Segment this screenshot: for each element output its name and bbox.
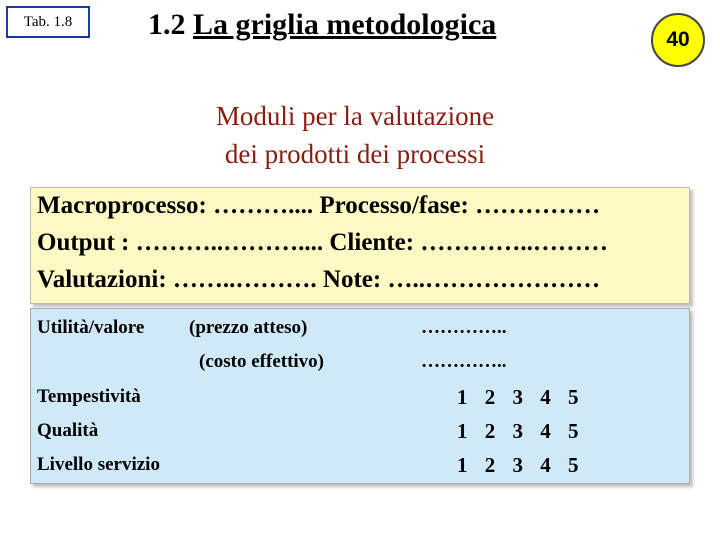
rating-scale-quality: 1 2 3 4 5 [457,419,585,443]
table-number-label: Tab. 1.8 [6,6,90,38]
page-title [148,8,588,42]
page-number-badge: 40 [651,13,705,67]
subtitle-line-2: dei prodotti dei processi [224,139,486,169]
rating-scale-timeliness: 1 2 3 4 5 [457,385,585,409]
expected-price-blank: ………….. [421,317,507,338]
macroprocess-line: Macroprocesso: ……….... Processo/fase: …………… [37,192,601,219]
title-text: La griglia metodologica [193,8,497,41]
subtitle [150,97,560,173]
actual-cost-blank: ………….. [421,351,507,372]
evaluations-line: Valutazioni: ……..………. Note: …..………………… [37,266,600,293]
subtitle-line-1: Moduli per la valutazione [215,101,495,131]
output-line: Output : ………..……….... Cliente: …………..……… [37,229,608,256]
row-label-timeliness: Tempestività [37,386,141,407]
row-label-quality: Qualità [37,420,99,441]
evaluation-box [30,308,690,484]
title-number: 1.2 [148,8,186,41]
expected-price-label: (prezzo atteso) [189,317,308,338]
rating-scale-service-level: 1 2 3 4 5 [457,453,585,477]
process-info-box [30,187,690,304]
actual-cost-label: (costo effettivo) [199,351,325,372]
utility-label: Utilità/valore [37,317,145,338]
row-label-service-level: Livello servizio [37,454,160,475]
